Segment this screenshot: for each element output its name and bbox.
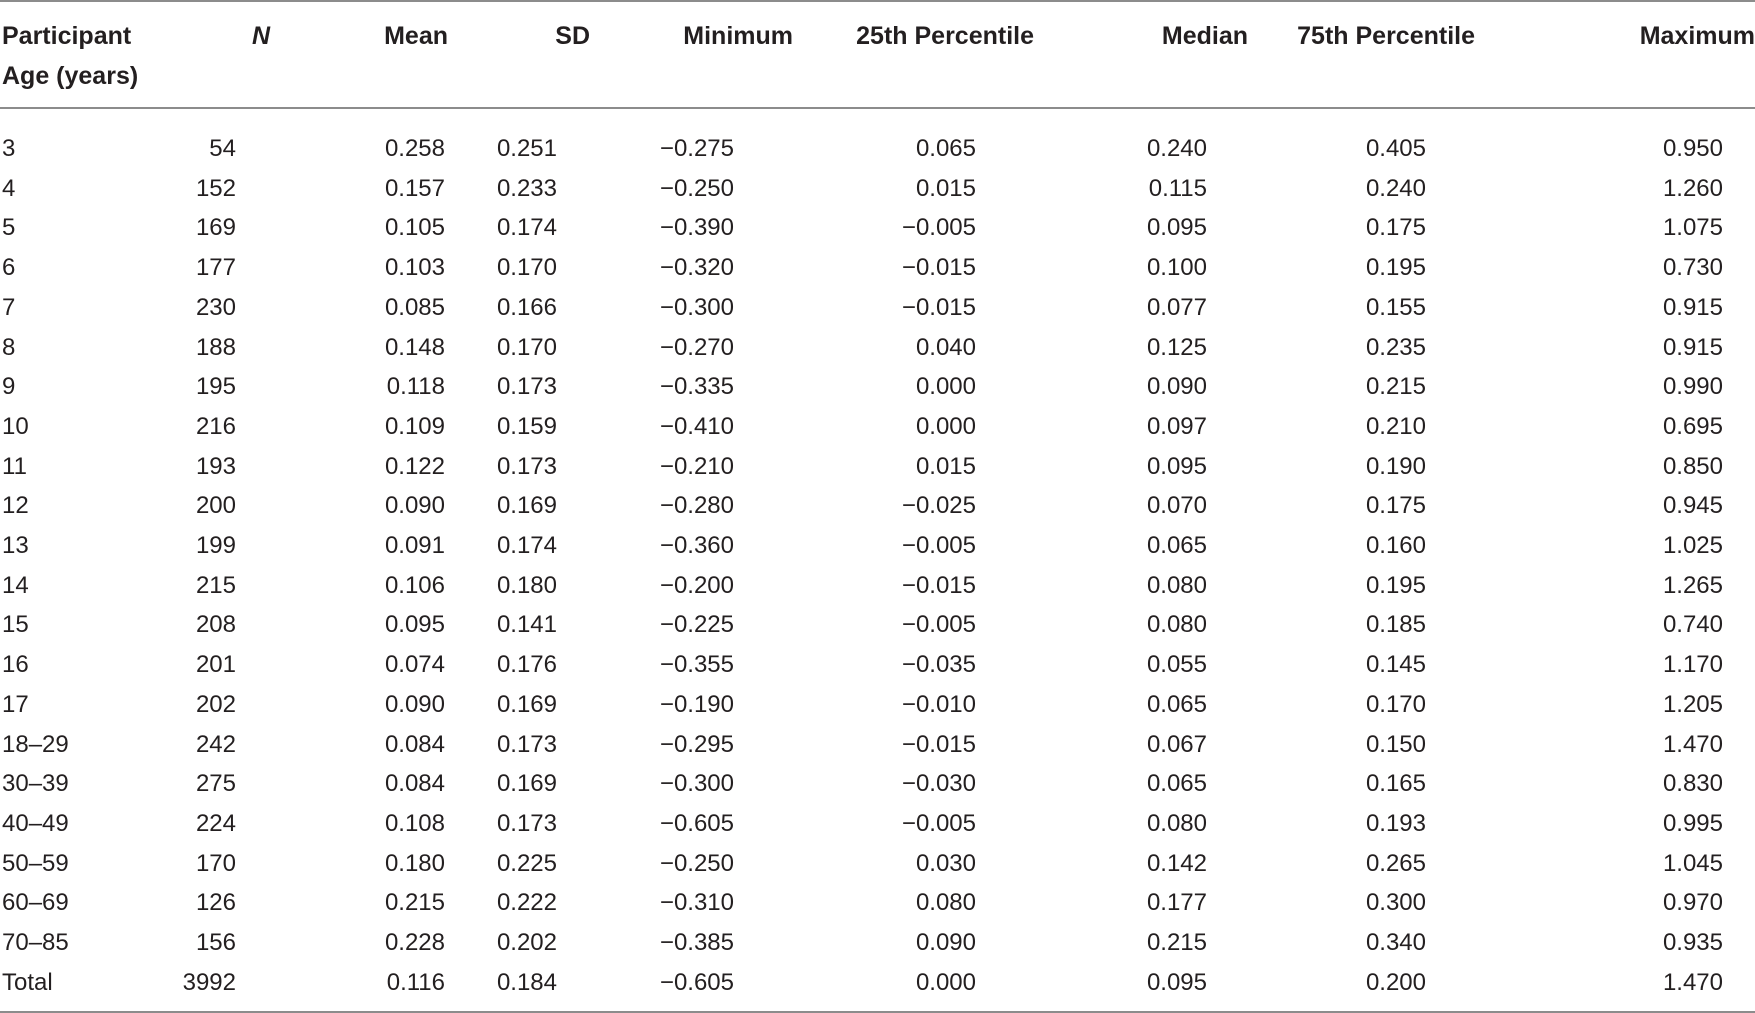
cell-median: 0.065 <box>1146 770 1207 798</box>
table-header <box>0 0 1755 108</box>
header-minimum: Minimum <box>683 22 793 50</box>
table-body <box>0 108 1755 1002</box>
cell-median: 0.080 <box>1146 809 1207 837</box>
cell-n: 3992 <box>182 968 236 996</box>
cell-mean: 0.105 <box>384 214 445 242</box>
cell-mean: 0.116 <box>386 968 445 996</box>
cell-p75: 0.340 <box>1365 929 1426 957</box>
table-row <box>0 923 1755 963</box>
cell-mean: 0.118 <box>386 373 445 401</box>
cell-p75: 0.200 <box>1365 968 1426 996</box>
cell-p75: 0.195 <box>1365 254 1426 282</box>
cell-p25: −0.005 <box>901 214 976 242</box>
cell-age: 60–69 <box>2 889 69 917</box>
cell-sd: 0.174 <box>496 214 557 242</box>
cell-p25: −0.015 <box>901 571 976 599</box>
cell-n: 126 <box>195 889 236 917</box>
cell-mean: 0.122 <box>384 452 445 480</box>
cell-p75: 0.170 <box>1365 690 1426 718</box>
cell-sd: 0.184 <box>496 968 557 996</box>
cell-p75: 0.195 <box>1365 571 1426 599</box>
header-mean: Mean <box>384 22 448 50</box>
cell-n: 195 <box>195 373 236 401</box>
cell-n: 152 <box>195 174 236 202</box>
cell-sd: 0.166 <box>496 293 557 321</box>
table-row <box>0 169 1755 209</box>
cell-minimum: −0.295 <box>659 730 734 758</box>
cell-mean: 0.090 <box>384 492 445 520</box>
cell-maximum: 1.470 <box>1662 968 1723 996</box>
cell-n: 177 <box>195 254 236 282</box>
cell-minimum: −0.385 <box>659 929 734 957</box>
cell-minimum: −0.360 <box>659 532 734 560</box>
cell-mean: 0.084 <box>384 770 445 798</box>
cell-mean: 0.157 <box>384 174 445 202</box>
cell-sd: 0.202 <box>496 929 557 957</box>
cell-n: 275 <box>195 770 236 798</box>
cell-p75: 0.165 <box>1365 770 1426 798</box>
cell-mean: 0.215 <box>384 889 445 917</box>
cell-maximum: 1.265 <box>1662 571 1723 599</box>
cell-age: 7 <box>2 293 16 321</box>
cell-p25: 0.015 <box>915 174 976 202</box>
cell-minimum: −0.320 <box>659 254 734 282</box>
cell-age: 40–49 <box>2 809 69 837</box>
cell-p75: 0.175 <box>1365 214 1426 242</box>
table-row <box>0 526 1755 566</box>
cell-sd: 0.176 <box>496 651 557 679</box>
cell-p25: −0.005 <box>901 532 976 560</box>
cell-n: 230 <box>195 293 236 321</box>
cell-mean: 0.103 <box>384 254 445 282</box>
cell-mean: 0.180 <box>384 849 445 877</box>
cell-minimum: −0.390 <box>659 214 734 242</box>
cell-median: 0.240 <box>1146 135 1207 162</box>
cell-maximum: 0.740 <box>1662 611 1723 639</box>
cell-mean: 0.258 <box>384 135 445 162</box>
cell-age: 8 <box>2 333 16 361</box>
cell-n: 242 <box>195 730 236 758</box>
cell-maximum: 1.205 <box>1662 690 1723 718</box>
cell-age: 16 <box>2 651 29 679</box>
cell-median: 0.215 <box>1146 929 1207 957</box>
cell-p25: −0.015 <box>901 730 976 758</box>
cell-maximum: 0.950 <box>1662 135 1723 162</box>
cell-mean: 0.106 <box>384 571 445 599</box>
cell-mean: 0.085 <box>384 293 445 321</box>
table-row <box>0 208 1755 248</box>
cell-mean: 0.090 <box>384 690 445 718</box>
cell-p25: −0.005 <box>901 611 976 639</box>
cell-maximum: 1.260 <box>1662 174 1723 202</box>
cell-maximum: 0.990 <box>1662 373 1723 401</box>
cell-minimum: −0.275 <box>659 135 734 162</box>
cell-median: 0.077 <box>1146 293 1207 321</box>
cell-sd: 0.169 <box>496 690 557 718</box>
cell-maximum: 0.695 <box>1662 412 1723 440</box>
cell-median: 0.100 <box>1146 254 1207 282</box>
table-row <box>0 486 1755 526</box>
cell-maximum: 0.945 <box>1662 492 1723 520</box>
cell-maximum: 1.470 <box>1662 730 1723 758</box>
cell-age: 14 <box>2 571 29 599</box>
cell-sd: 0.233 <box>496 174 557 202</box>
cell-n: 170 <box>195 849 236 877</box>
table-row <box>0 328 1755 368</box>
cell-mean: 0.084 <box>384 730 445 758</box>
cell-minimum: −0.605 <box>659 968 734 996</box>
cell-sd: 0.222 <box>496 889 557 917</box>
cell-p25: −0.005 <box>901 809 976 837</box>
cell-maximum: 1.170 <box>1662 651 1723 679</box>
table-row <box>0 288 1755 328</box>
cell-age: 10 <box>2 412 29 440</box>
cell-mean: 0.108 <box>384 809 445 837</box>
cell-mean: 0.095 <box>384 611 445 639</box>
table-row <box>0 883 1755 923</box>
cell-p25: 0.000 <box>915 412 976 440</box>
table-row <box>0 963 1755 1003</box>
table-row <box>0 685 1755 725</box>
table-row <box>0 605 1755 645</box>
cell-sd: 0.173 <box>496 373 557 401</box>
cell-age: 4 <box>2 174 16 202</box>
cell-age: 15 <box>2 611 29 639</box>
cell-age: 3 <box>2 135 16 162</box>
cell-age: 12 <box>2 492 29 520</box>
cell-p25: 0.030 <box>915 849 976 877</box>
cell-maximum: 1.025 <box>1662 532 1723 560</box>
cell-age: 70–85 <box>2 929 69 957</box>
table-row <box>0 566 1755 606</box>
cell-sd: 0.174 <box>496 532 557 560</box>
header-sd: SD <box>555 22 590 50</box>
cell-maximum: 0.935 <box>1662 929 1723 957</box>
cell-maximum: 0.850 <box>1662 452 1723 480</box>
cell-maximum: 0.830 <box>1662 770 1723 798</box>
cell-n: 208 <box>195 611 236 639</box>
cell-n: 188 <box>195 333 236 361</box>
cell-median: 0.065 <box>1146 532 1207 560</box>
cell-age: 9 <box>2 373 16 401</box>
cell-median: 0.115 <box>1148 174 1207 202</box>
cell-p25: 0.015 <box>915 452 976 480</box>
cell-age: 5 <box>2 214 16 242</box>
table-row <box>0 248 1755 288</box>
cell-age: Total <box>2 968 53 996</box>
cell-sd: 0.159 <box>496 412 557 440</box>
cell-p75: 0.185 <box>1365 611 1426 639</box>
cell-median: 0.065 <box>1146 690 1207 718</box>
cell-median: 0.090 <box>1146 373 1207 401</box>
cell-n: 201 <box>195 651 236 679</box>
cell-p75: 0.265 <box>1365 849 1426 877</box>
cell-maximum: 0.915 <box>1662 293 1723 321</box>
cell-age: 17 <box>2 690 29 718</box>
cell-p75: 0.160 <box>1365 532 1426 560</box>
cell-median: 0.142 <box>1146 849 1207 877</box>
cell-minimum: −0.410 <box>659 412 734 440</box>
cell-sd: 0.170 <box>496 254 557 282</box>
cell-minimum: −0.190 <box>659 690 734 718</box>
cell-p75: 0.405 <box>1365 135 1426 162</box>
cell-maximum: 0.970 <box>1662 889 1723 917</box>
cell-mean: 0.148 <box>384 333 445 361</box>
cell-p75: 0.145 <box>1365 651 1426 679</box>
header-75th-percentile: 75th Percentile <box>1297 22 1475 50</box>
cell-age: 13 <box>2 532 29 560</box>
table-row <box>0 764 1755 804</box>
cell-p25: −0.035 <box>901 651 976 679</box>
cell-minimum: −0.300 <box>659 293 734 321</box>
cell-median: 0.080 <box>1146 611 1207 639</box>
cell-p75: 0.150 <box>1365 730 1426 758</box>
cell-median: 0.067 <box>1146 730 1207 758</box>
cell-age: 50–59 <box>2 849 69 877</box>
cell-sd: 0.180 <box>496 571 557 599</box>
cell-minimum: −0.210 <box>659 452 734 480</box>
cell-median: 0.070 <box>1146 492 1207 520</box>
cell-median: 0.095 <box>1146 968 1207 996</box>
cell-median: 0.095 <box>1146 214 1207 242</box>
cell-median: 0.095 <box>1146 452 1207 480</box>
cell-sd: 0.170 <box>496 333 557 361</box>
cell-minimum: −0.200 <box>659 571 734 599</box>
cell-p75: 0.155 <box>1365 293 1426 321</box>
table-row <box>0 844 1755 884</box>
cell-sd: 0.225 <box>496 849 557 877</box>
cell-p25: 0.080 <box>915 889 976 917</box>
cell-p25: −0.010 <box>901 690 976 718</box>
cell-maximum: 0.995 <box>1662 809 1723 837</box>
cell-age: 30–39 <box>2 770 69 798</box>
cell-minimum: −0.225 <box>659 611 734 639</box>
cell-p75: 0.215 <box>1365 373 1426 401</box>
cell-sd: 0.173 <box>496 809 557 837</box>
cell-p75: 0.190 <box>1365 452 1426 480</box>
cell-p75: 0.240 <box>1365 174 1426 202</box>
cell-minimum: −0.270 <box>659 333 734 361</box>
header-row <box>0 0 1755 108</box>
cell-n: 156 <box>195 929 236 957</box>
cell-n: 193 <box>195 452 236 480</box>
cell-p25: 0.000 <box>915 373 976 401</box>
cell-median: 0.055 <box>1146 651 1207 679</box>
cell-sd: 0.251 <box>496 135 557 162</box>
cell-mean: 0.091 <box>384 532 445 560</box>
cell-p25: 0.040 <box>915 333 976 361</box>
cell-maximum: 1.045 <box>1662 849 1723 877</box>
header-25th-percentile: 25th Percentile <box>856 22 1034 50</box>
cell-minimum: −0.280 <box>659 492 734 520</box>
cell-p75: 0.175 <box>1365 492 1426 520</box>
cell-sd: 0.169 <box>496 492 557 520</box>
header-maximum: Maximum <box>1639 22 1755 50</box>
header-median: Median <box>1161 22 1248 50</box>
table-row <box>0 108 1755 169</box>
cell-maximum: 0.915 <box>1662 333 1723 361</box>
cell-median: 0.080 <box>1146 571 1207 599</box>
cell-minimum: −0.250 <box>659 174 734 202</box>
cell-maximum: 0.730 <box>1662 254 1723 282</box>
header-n: N <box>251 22 270 50</box>
cell-sd: 0.141 <box>496 611 557 639</box>
cell-mean: 0.074 <box>384 651 445 679</box>
cell-age: 11 <box>2 452 27 480</box>
cell-minimum: −0.335 <box>659 373 734 401</box>
cell-p25: 0.000 <box>915 968 976 996</box>
cell-p75: 0.300 <box>1365 889 1426 917</box>
cell-p25: −0.015 <box>901 293 976 321</box>
cell-minimum: −0.300 <box>659 770 734 798</box>
cell-age: 6 <box>2 254 16 282</box>
cell-n: 224 <box>195 809 236 837</box>
cell-p25: −0.025 <box>901 492 976 520</box>
cell-p75: 0.193 <box>1365 809 1426 837</box>
table-row <box>0 725 1755 765</box>
cell-n: 216 <box>195 412 236 440</box>
cell-minimum: −0.605 <box>659 809 734 837</box>
cell-sd: 0.173 <box>496 452 557 480</box>
cell-p25: −0.015 <box>901 254 976 282</box>
table-row <box>0 407 1755 447</box>
cell-p25: −0.030 <box>901 770 976 798</box>
cell-minimum: −0.355 <box>659 651 734 679</box>
cell-p75: 0.210 <box>1365 412 1426 440</box>
cell-maximum: 1.075 <box>1662 214 1723 242</box>
cell-n: 215 <box>195 571 236 599</box>
cell-median: 0.097 <box>1146 412 1207 440</box>
cell-n: 169 <box>195 214 236 242</box>
cell-n: 54 <box>209 135 236 162</box>
header-age: Participant Age (years) <box>2 22 139 90</box>
table-row <box>0 367 1755 407</box>
cell-median: 0.177 <box>1146 889 1207 917</box>
cell-n: 202 <box>195 690 236 718</box>
table-row <box>0 645 1755 685</box>
cell-mean: 0.109 <box>384 412 445 440</box>
cell-p25: 0.090 <box>915 929 976 957</box>
cell-median: 0.125 <box>1146 333 1207 361</box>
cell-age: 18–29 <box>2 730 69 758</box>
table-row <box>0 447 1755 487</box>
cell-minimum: −0.310 <box>659 889 734 917</box>
cell-n: 200 <box>195 492 236 520</box>
cell-minimum: −0.250 <box>659 849 734 877</box>
cell-n: 199 <box>195 532 236 560</box>
cell-sd: 0.169 <box>496 770 557 798</box>
cell-p75: 0.235 <box>1365 333 1426 361</box>
cell-sd: 0.173 <box>496 730 557 758</box>
cell-mean: 0.228 <box>384 929 445 957</box>
table-row <box>0 804 1755 844</box>
cell-p25: 0.065 <box>915 135 976 162</box>
